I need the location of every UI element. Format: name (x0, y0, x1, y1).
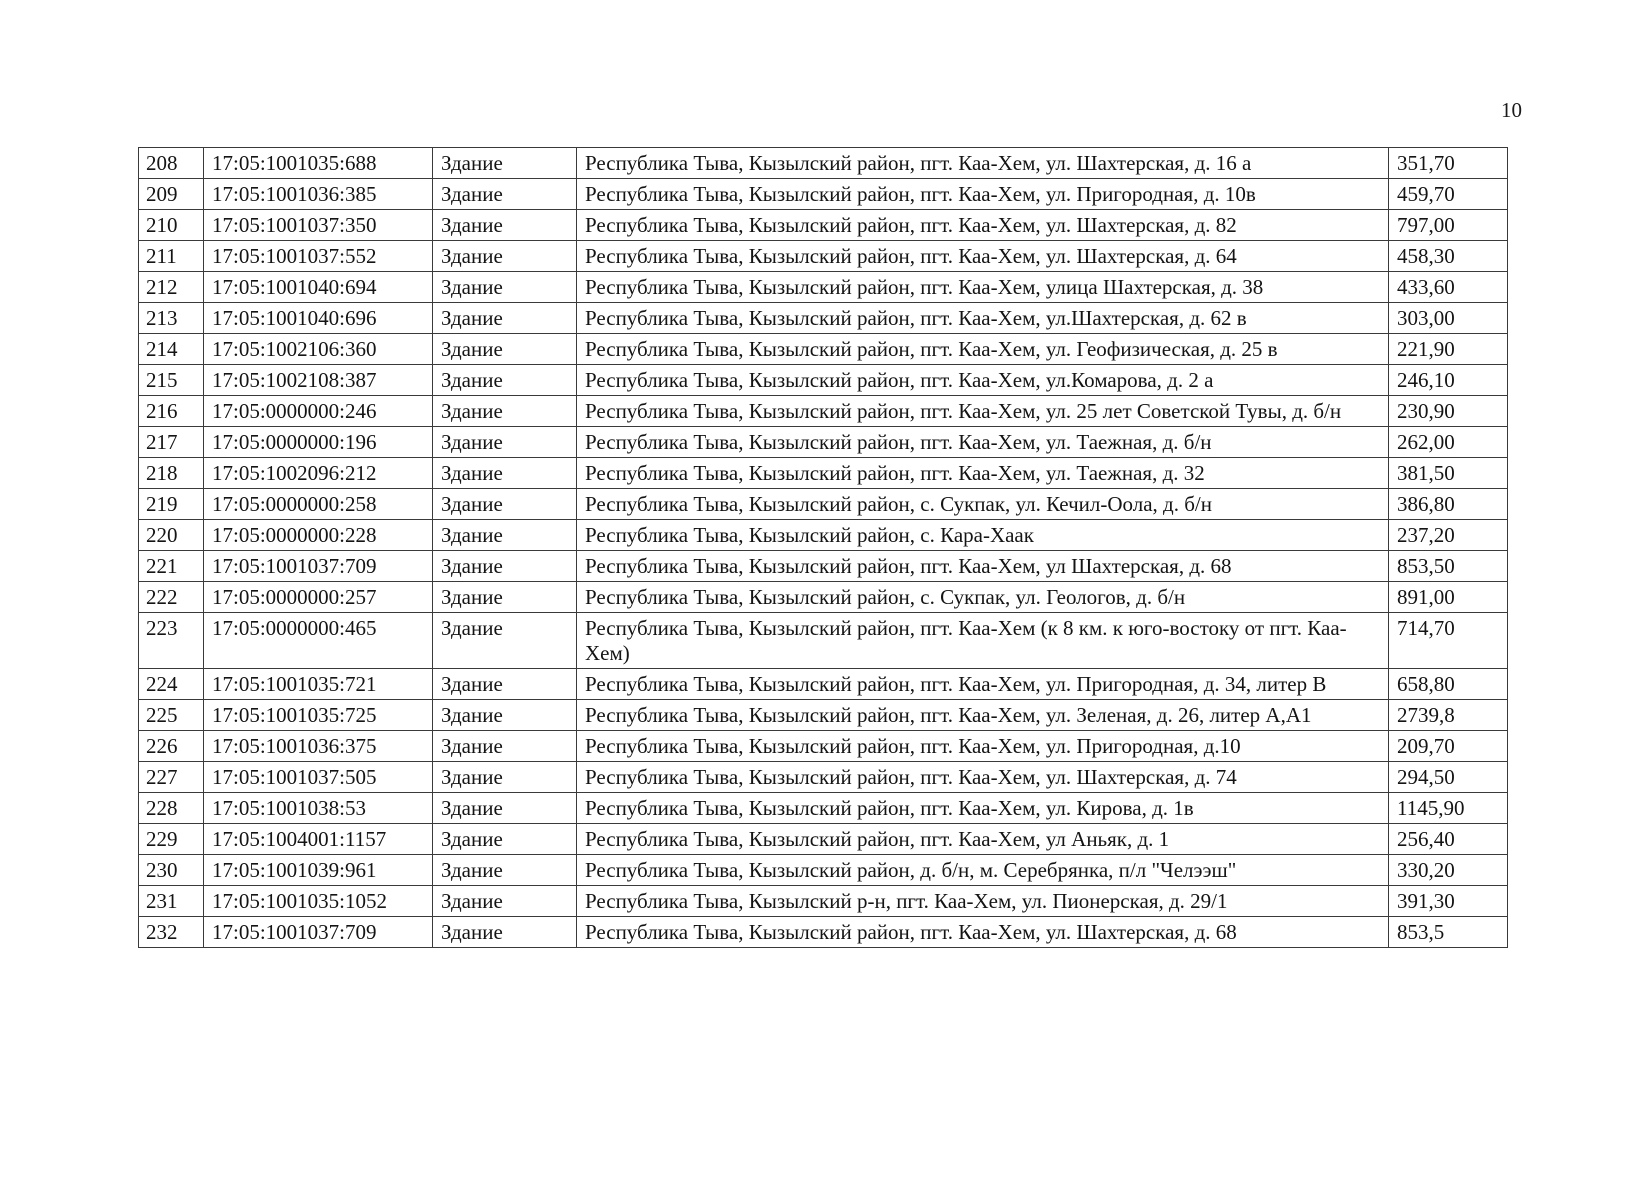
table-row (139, 917, 1508, 948)
area-cell: 294,50 (1389, 762, 1508, 793)
row-number-cell: 225 (139, 700, 204, 731)
area-cell: 246,10 (1389, 365, 1508, 396)
object-type-cell: Здание (433, 148, 577, 179)
address-cell: Республика Тыва, Кызылский район, пгт. Каа-Хем, ул. Пригородная, д.10 (577, 731, 1389, 762)
address-cell: Республика Тыва, Кызылский район, с. Сукпак, ул. Геологов, д. б/н (577, 582, 1389, 613)
table-row (139, 396, 1508, 427)
object-type-cell: Здание (433, 303, 577, 334)
object-type-cell: Здание (433, 669, 577, 700)
area-cell: 256,40 (1389, 824, 1508, 855)
object-type-cell: Здание (433, 917, 577, 948)
address-cell: Республика Тыва, Кызылский район, пгт. Каа-Хем, ул. Пригородная, д. 34, литер В (577, 669, 1389, 700)
table-row (139, 551, 1508, 582)
address-cell: Республика Тыва, Кызылский район, пгт. Каа-Хем, ул. Зеленая, д. 26, литер А,А1 (577, 700, 1389, 731)
cadastral-number-cell: 17:05:1001036:385 (204, 179, 433, 210)
cadastral-number-cell: 17:05:1001037:350 (204, 210, 433, 241)
row-number-cell: 210 (139, 210, 204, 241)
table-row (139, 669, 1508, 700)
address-cell: Республика Тыва, Кызылский район, пгт. Каа-Хем, ул.Шахтерская, д. 62 в (577, 303, 1389, 334)
area-cell: 381,50 (1389, 458, 1508, 489)
area-cell: 391,30 (1389, 886, 1508, 917)
address-cell: Республика Тыва, Кызылский район, пгт. Каа-Хем, ул. Кирова, д. 1в (577, 793, 1389, 824)
area-cell: 714,70 (1389, 613, 1508, 669)
object-type-cell: Здание (433, 700, 577, 731)
address-cell: Республика Тыва, Кызылский район, пгт. Каа-Хем, ул. Шахтерская, д. 82 (577, 210, 1389, 241)
table-row (139, 886, 1508, 917)
cadastral-number-cell: 17:05:1002096:212 (204, 458, 433, 489)
cadastral-number-cell: 17:05:1001036:375 (204, 731, 433, 762)
row-number-cell: 216 (139, 396, 204, 427)
area-cell: 1145,90 (1389, 793, 1508, 824)
cadastral-number-cell: 17:05:0000000:465 (204, 613, 433, 669)
address-cell: Республика Тыва, Кызылский р-н, пгт. Каа-Хем, ул. Пионерская, д. 29/1 (577, 886, 1389, 917)
cadastral-number-cell: 17:05:1002106:360 (204, 334, 433, 365)
object-type-cell: Здание (433, 396, 577, 427)
table-row (139, 700, 1508, 731)
area-cell: 891,00 (1389, 582, 1508, 613)
object-type-cell: Здание (433, 241, 577, 272)
cadastral-number-cell: 17:05:1001037:709 (204, 551, 433, 582)
area-cell: 221,90 (1389, 334, 1508, 365)
cadastral-number-cell: 17:05:1001037:552 (204, 241, 433, 272)
area-cell: 433,60 (1389, 272, 1508, 303)
row-number-cell: 214 (139, 334, 204, 365)
object-type-cell: Здание (433, 582, 577, 613)
address-cell: Республика Тыва, Кызылский район, с. Сукпак, ул. Кечил-Оола, д. б/н (577, 489, 1389, 520)
address-cell: Республика Тыва, Кызылский район, пгт. Каа-Хем, ул.Комарова, д. 2 а (577, 365, 1389, 396)
table-row (139, 210, 1508, 241)
cadastral-number-cell: 17:05:0000000:258 (204, 489, 433, 520)
cadastral-number-cell: 17:05:1001039:961 (204, 855, 433, 886)
registry-body (139, 148, 1508, 948)
row-number-cell: 226 (139, 731, 204, 762)
table-row (139, 272, 1508, 303)
object-type-cell: Здание (433, 179, 577, 210)
cadastral-number-cell: 17:05:1001037:505 (204, 762, 433, 793)
table-row (139, 489, 1508, 520)
row-number-cell: 208 (139, 148, 204, 179)
row-number-cell: 224 (139, 669, 204, 700)
area-cell: 303,00 (1389, 303, 1508, 334)
area-cell: 853,5 (1389, 917, 1508, 948)
row-number-cell: 227 (139, 762, 204, 793)
address-cell: Республика Тыва, Кызылский район, пгт. Каа-Хем, ул. Таежная, д. 32 (577, 458, 1389, 489)
cadastral-number-cell: 17:05:1001035:721 (204, 669, 433, 700)
table-row (139, 427, 1508, 458)
area-cell: 658,80 (1389, 669, 1508, 700)
address-cell: Республика Тыва, Кызылский район, с. Кара-Хаак (577, 520, 1389, 551)
table-row (139, 303, 1508, 334)
table-row (139, 731, 1508, 762)
row-number-cell: 209 (139, 179, 204, 210)
table-row (139, 582, 1508, 613)
cadastral-number-cell: 17:05:1001035:1052 (204, 886, 433, 917)
cadastral-number-cell: 17:05:1001037:709 (204, 917, 433, 948)
area-cell: 262,00 (1389, 427, 1508, 458)
area-cell: 797,00 (1389, 210, 1508, 241)
cadastral-number-cell: 17:05:1001040:694 (204, 272, 433, 303)
object-type-cell: Здание (433, 365, 577, 396)
address-cell: Республика Тыва, Кызылский район, пгт. Каа-Хем, ул. Шахтерская, д. 64 (577, 241, 1389, 272)
cadastral-number-cell: 17:05:0000000:246 (204, 396, 433, 427)
table-row (139, 793, 1508, 824)
address-cell: Республика Тыва, Кызылский район, пгт. Каа-Хем, ул. Пригородная, д. 10в (577, 179, 1389, 210)
table-row (139, 824, 1508, 855)
cadastral-number-cell: 17:05:1002108:387 (204, 365, 433, 396)
cadastral-number-cell: 17:05:0000000:196 (204, 427, 433, 458)
object-type-cell: Здание (433, 489, 577, 520)
address-cell: Республика Тыва, Кызылский район, пгт. Каа-Хем, улица Шахтерская, д. 38 (577, 272, 1389, 303)
object-type-cell: Здание (433, 458, 577, 489)
address-cell: Республика Тыва, Кызылский район, пгт. Каа-Хем, ул. Геофизическая, д. 25 в (577, 334, 1389, 365)
row-number-cell: 221 (139, 551, 204, 582)
object-type-cell: Здание (433, 731, 577, 762)
address-cell: Республика Тыва, Кызылский район, д. б/н, м. Серебрянка, п/л "Челээш" (577, 855, 1389, 886)
area-cell: 351,70 (1389, 148, 1508, 179)
area-cell: 386,80 (1389, 489, 1508, 520)
row-number-cell: 215 (139, 365, 204, 396)
cadastral-number-cell: 17:05:0000000:228 (204, 520, 433, 551)
address-cell: Республика Тыва, Кызылский район, пгт. Каа-Хем, ул. Шахтерская, д. 74 (577, 762, 1389, 793)
area-cell: 459,70 (1389, 179, 1508, 210)
cadastral-number-cell: 17:05:1004001:1157 (204, 824, 433, 855)
cadastral-number-cell: 17:05:1001040:696 (204, 303, 433, 334)
row-number-cell: 230 (139, 855, 204, 886)
row-number-cell: 213 (139, 303, 204, 334)
table-row (139, 458, 1508, 489)
address-cell: Республика Тыва, Кызылский район, пгт. Каа-Хем, ул Шахтерская, д. 68 (577, 551, 1389, 582)
object-type-cell: Здание (433, 334, 577, 365)
page-number: 10 (1501, 98, 1522, 122)
object-type-cell: Здание (433, 613, 577, 669)
cadastral-number-cell: 17:05:1001038:53 (204, 793, 433, 824)
table-row (139, 334, 1508, 365)
area-cell: 230,90 (1389, 396, 1508, 427)
area-cell: 209,70 (1389, 731, 1508, 762)
object-type-cell: Здание (433, 793, 577, 824)
object-type-cell: Здание (433, 886, 577, 917)
object-type-cell: Здание (433, 427, 577, 458)
table-row (139, 241, 1508, 272)
object-type-cell: Здание (433, 272, 577, 303)
area-cell: 237,20 (1389, 520, 1508, 551)
table-row (139, 179, 1508, 210)
object-type-cell: Здание (433, 551, 577, 582)
table-row (139, 855, 1508, 886)
area-cell: 458,30 (1389, 241, 1508, 272)
address-cell: Республика Тыва, Кызылский район, пгт. Каа-Хем, ул. Таежная, д. б/н (577, 427, 1389, 458)
area-cell: 2739,8 (1389, 700, 1508, 731)
row-number-cell: 217 (139, 427, 204, 458)
cadastral-number-cell: 17:05:1001035:688 (204, 148, 433, 179)
table-row (139, 613, 1508, 669)
object-type-cell: Здание (433, 824, 577, 855)
row-number-cell: 228 (139, 793, 204, 824)
object-type-cell: Здание (433, 762, 577, 793)
row-number-cell: 220 (139, 520, 204, 551)
address-cell: Республика Тыва, Кызылский район, пгт. Каа-Хем, ул. Шахтерская, д. 68 (577, 917, 1389, 948)
row-number-cell: 232 (139, 917, 204, 948)
row-number-cell: 229 (139, 824, 204, 855)
table-row (139, 148, 1508, 179)
area-cell: 853,50 (1389, 551, 1508, 582)
area-cell: 330,20 (1389, 855, 1508, 886)
object-type-cell: Здание (433, 520, 577, 551)
row-number-cell: 218 (139, 458, 204, 489)
address-cell: Республика Тыва, Кызылский район, пгт. Каа-Хем (к 8 км. к юго-востоку от пгт. Каа-Хем) (577, 613, 1389, 669)
table-row (139, 762, 1508, 793)
address-cell: Республика Тыва, Кызылский район, пгт. Каа-Хем, ул. Шахтерская, д. 16 а (577, 148, 1389, 179)
row-number-cell: 219 (139, 489, 204, 520)
object-type-cell: Здание (433, 855, 577, 886)
table-row (139, 365, 1508, 396)
table-row (139, 520, 1508, 551)
cadastral-number-cell: 17:05:1001035:725 (204, 700, 433, 731)
row-number-cell: 223 (139, 613, 204, 669)
cadastral-number-cell: 17:05:0000000:257 (204, 582, 433, 613)
object-type-cell: Здание (433, 210, 577, 241)
row-number-cell: 212 (139, 272, 204, 303)
address-cell: Республика Тыва, Кызылский район, пгт. Каа-Хем, ул Аньяк, д. 1 (577, 824, 1389, 855)
address-cell: Республика Тыва, Кызылский район, пгт. Каа-Хем, ул. 25 лет Советской Тувы, д. б/н (577, 396, 1389, 427)
row-number-cell: 231 (139, 886, 204, 917)
row-number-cell: 222 (139, 582, 204, 613)
property-registry-table (138, 147, 1508, 948)
row-number-cell: 211 (139, 241, 204, 272)
